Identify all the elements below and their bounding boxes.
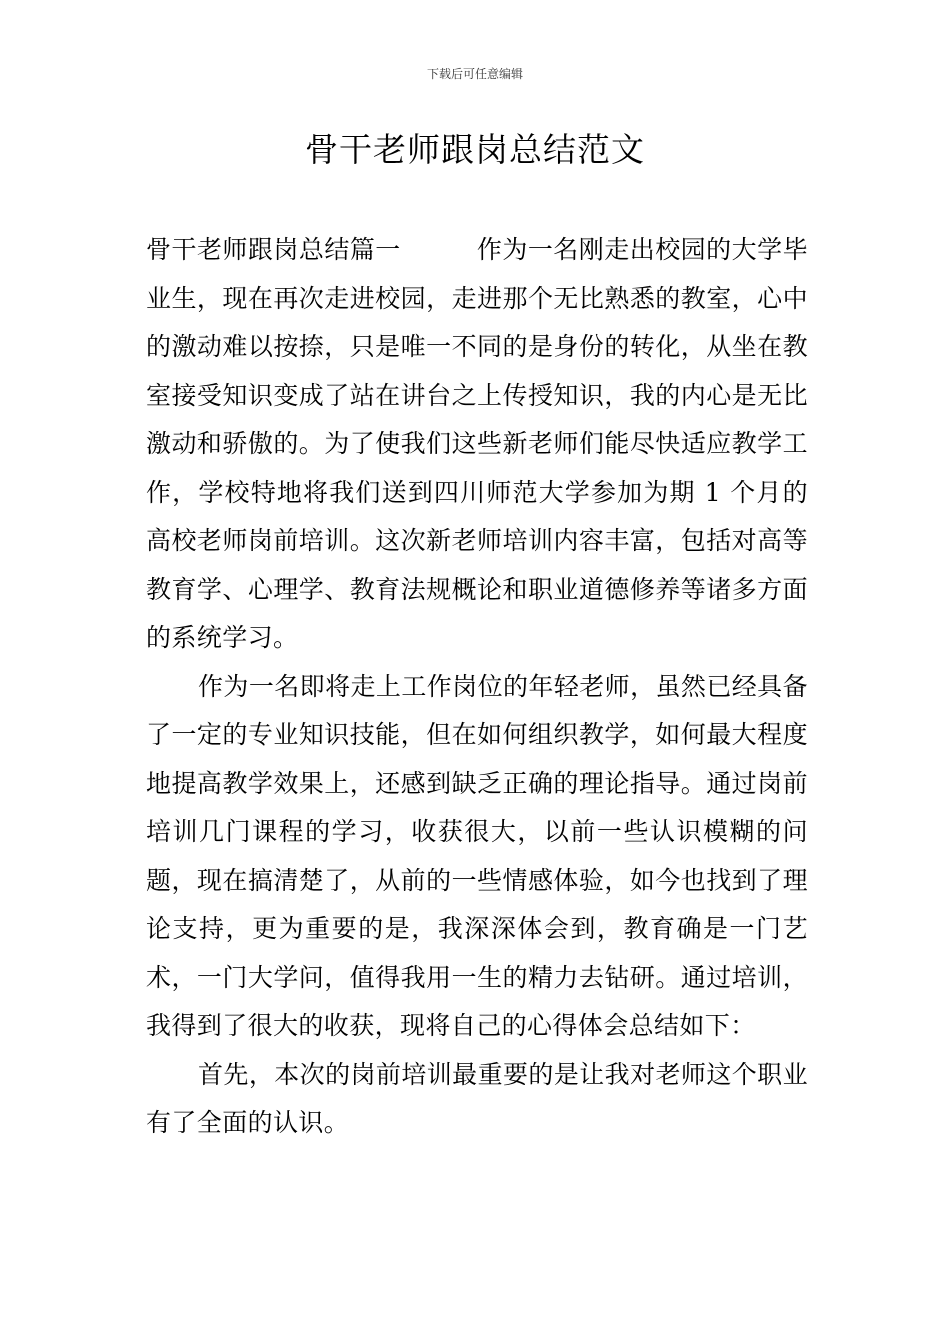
document-title: 骨干老师跟岗总结范文: [305, 130, 645, 169]
paragraph-1: [146, 226, 808, 663]
document-body: [146, 226, 808, 1148]
paragraph-2: 作为一名即将走上工作岗位的年轻老师，虽然已经具备了一定的专业知识技能，但在如何组织教学，如何最大程度地提高教学效果上，还感到缺乏正确的理论指导。通过岗前培训几门课程的学习，收获很大，以前一些认识模糊的问题，现在搞清楚了，从前的一些情感体验，如今也找到了理论支持，更为重要的是，我深深体会到，教育确是一门艺术，一门大学问，值得我用一生的精力去钻研。通过培训，我得到了很大的收获，现将自己的心得体会总结如下：: [146, 671, 808, 1040]
paragraph-3: 首先，本次的岗前培训最重要的是让我对老师这个职业有了全面的认识。: [146, 1059, 808, 1137]
paragraph-1-text: 作为一名刚走出校园的大学毕业生，现在再次走进校园，走进那个无比熟悉的教室，心中的激动难以按捺，只是唯一不同的是身份的转化，从坐在教室接受知识变成了站在讲台之上传授知识，我的内心是无比激动和骄傲的。为了使我们这些新老师们能尽快适应教学工作，学校特地将我们送到四川师范大学参加为期 1 个月的高校老师岗前培训。这次新老师培训内容丰富，包括对高等教育学、心理学、教育法规概论和职业道德修养等诸多方面的系统学习。: [146, 235, 808, 652]
section-heading: 骨干老师跟岗总结篇一: [146, 235, 401, 264]
header-note: 下载后可任意编辑: [426, 67, 523, 81]
